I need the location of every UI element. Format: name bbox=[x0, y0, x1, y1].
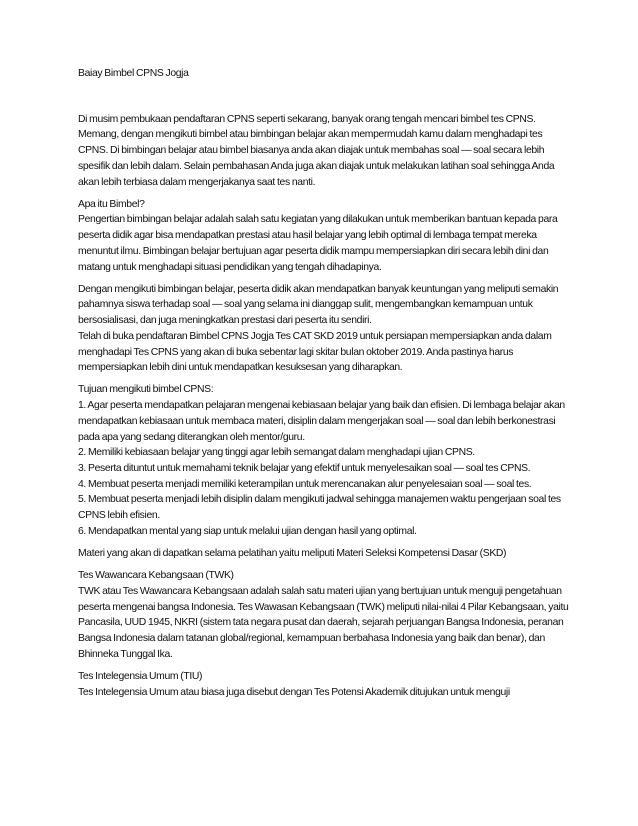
paragraph bbox=[78, 546, 570, 562]
text-line: Tes Intelegensia Umum (TIU) bbox=[78, 670, 203, 682]
text-line: Pengertian bimbingan belajar adalah salah satu kegiatan yang dilakukan untuk memberikan bantuan kepada para peserta didik agar bisa mendapatkan prestasi atau hasil belajar yang lebih optimal di lembaga tempat mereka menuntut ilmu. Bimbingan belajar bertujuan agar peserta didik mampu mempersiapkan diri secara lebih dini dan matang untuk menghadapi situasi pendidikan yang tengah dihadapinya. bbox=[78, 214, 558, 273]
paragraph bbox=[78, 112, 570, 191]
paragraph bbox=[78, 282, 570, 376]
text-line: Tes Intelegensia Umum atau biasa juga disebut dengan Tes Potensi Akademik ditujukan untuk menguji bbox=[78, 686, 510, 698]
paragraph bbox=[78, 568, 570, 662]
text-line: Apa itu Bimbel? bbox=[78, 198, 145, 210]
text-line: 1. Agar peserta mendapatkan pelajaran mengenai kebiasaan belajar yang baik dan efisien. Di lembaga belajar akan mendapatkan kebiasaan untuk membaca materi, disiplin dalam mengerjakan soal — soal dan lebih berkonestrasi pada apa yang sedang diterangkan oleh mentor/guru. bbox=[78, 400, 565, 443]
text-line: Materi yang akan di dapatkan selama pelatihan yaitu meliputi Materi Seleksi Kompetensi Dasar (SKD) bbox=[78, 547, 507, 559]
text-line: Tujuan mengikuti bimbel CPNS: bbox=[78, 384, 214, 396]
paragraph bbox=[78, 382, 570, 539]
text-line: 4. Membuat peserta menjadi memiliki keterampilan untuk merencanakan alur penyelesaian soal — soal tes. bbox=[78, 478, 532, 490]
text-line: TWK atau Tes Wawancara Kebangsaan adalah salah satu materi ujian yang bertujuan untuk menguji pengetahuan peserta mengenai bangsa Indonesia. Tes Wawasan Kebangsaan (TWK) meliputi nilai-nilai 4 Pilar Kebangsaan, yaitu Pancasila, UUD 1945, NKRI (sistem tata negara pusat dan daerah, sejarah perjuangan Bangsa Indonesia, peranan Bangsa Indonesia dalam tatanan global/regional, kemampuan berbahasa Indonesia yang baik dan benar), dan Bhinneka Tunggal Ika. bbox=[78, 585, 569, 660]
text-line: 6. Mendapatkan mental yang siap untuk melalui ujian dengan hasil yang optimal. bbox=[78, 525, 417, 537]
text-line: Tes Wawancara Kebangsaan (TWK) bbox=[78, 570, 234, 582]
text-line: Telah di buka pendaftaran Bimbel CPNS Jogja Tes CAT SKD 2019 untuk persiapan mempersiapkan anda dalam menghadapi Tes CPNS yang akan di buka sebentar lagi skitar bulan oktober 2019. Anda pastinya harus mempersiapkan lebih dini untuk mendapatkan kesuksesan yang diharapkan. bbox=[78, 330, 552, 374]
text-line: 3. Peserta dituntut untuk memahami teknik belajar yang efektif untuk menyelesaikan soal — soal tes CPNS. bbox=[78, 462, 531, 474]
document-body bbox=[78, 66, 570, 700]
paragraph bbox=[78, 669, 570, 700]
text-line: 2. Memiliki kebiasaan belajar yang tinggi agar lebih semangat dalam menghadapi ujian CPNS. bbox=[78, 447, 475, 459]
document-title: Baiay Bimbel CPNS Jogja bbox=[78, 68, 189, 79]
text-line: Di musim pembukaan pendaftaran CPNS seperti sekarang, banyak orang tengah mencari bimbel tes CPNS. Memang, dengan mengikuti bimbel atau bimbingan belajar akan mempermudah kamu dalam menghadapi tes CPNS. Di bimbingan belajar atau bimbel biasanya anda akan diajak untuk membahas soal — soal secara lebih spesifik dan lebih dalam. Selain pembahasan Anda juga akan diajak untuk melakukan latihan soal sehingga Anda akan lebih terbiasa dalam mengerjakanya saat tes nanti. bbox=[78, 113, 555, 188]
text-line: Dengan mengikuti bimbingan belajar, peserta didik akan mendapatkan banyak keuntungan yang meliputi semakin pahamnya siswa terhadap soal — soal yang selama ini dianggap sulit, mengembangkan kemampuan untuk bersosialisasi, dan juga meningkatkan prestasi dari peserta itu sendiri. bbox=[78, 283, 559, 327]
text-line: 5. Membuat peserta menjadi lebih disiplin dalam mengikuti jadwal sehingga manajemen waktu pengerjaan soal tes CPNS lebih efisien. bbox=[78, 494, 561, 522]
paragraph bbox=[78, 197, 570, 276]
